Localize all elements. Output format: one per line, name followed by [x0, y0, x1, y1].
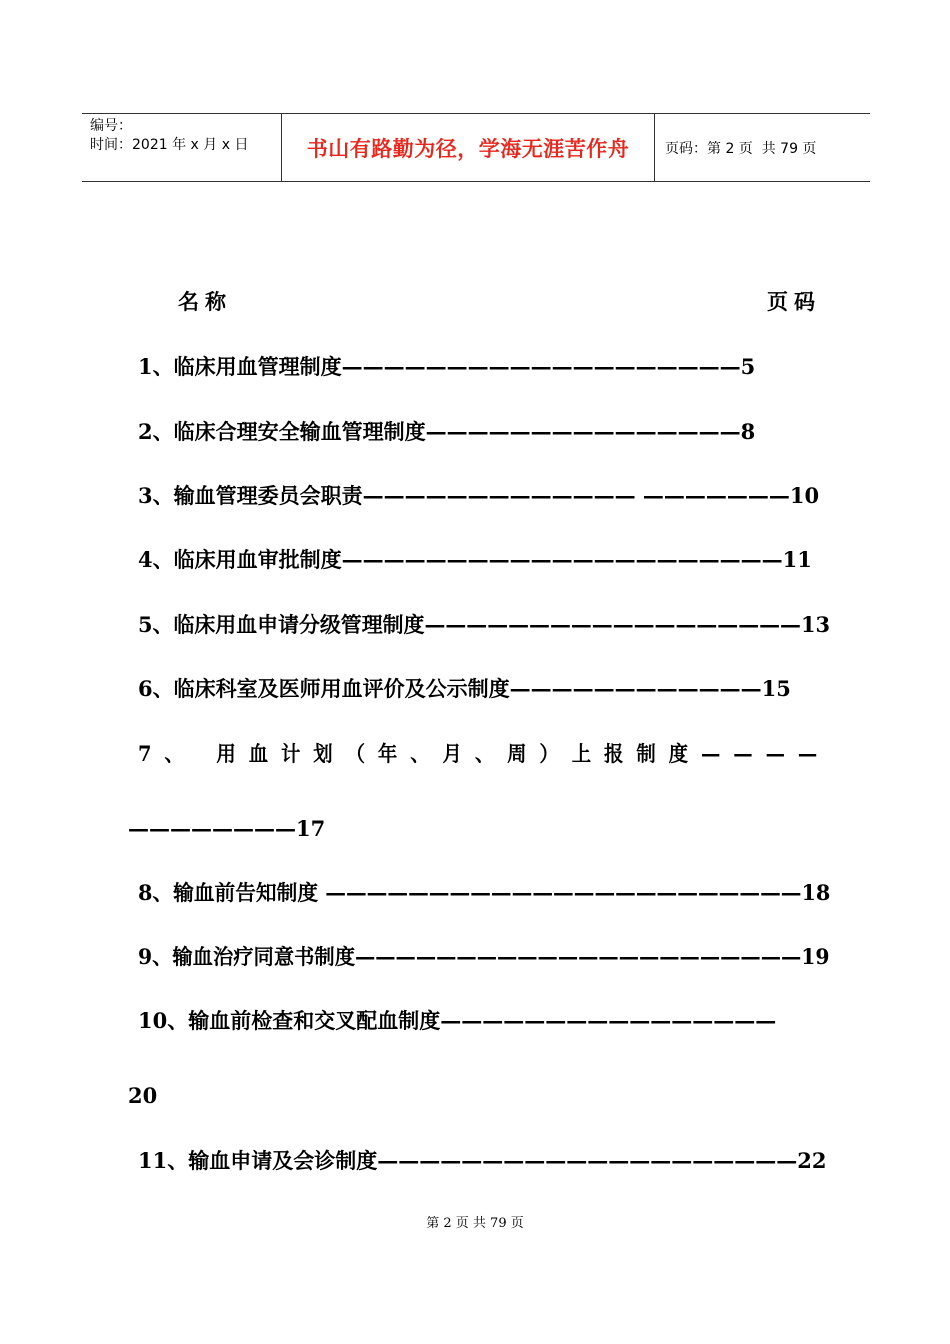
toc-item-7: 7、 用血计划（年、月、周）上报制度————	[138, 741, 831, 766]
toc-item-10: 10、输血前检查和交叉配血制度————————————————	[138, 1008, 777, 1033]
page-info-text: 页码：第 2 页 共 79 页	[665, 140, 817, 157]
toc-item-3: 3、输血管理委员会职责————————————— ———————10	[138, 483, 820, 508]
motto-text: 书山有路勤为径，学海无涯苦作舟	[306, 136, 630, 161]
toc-column-page: 页码	[767, 289, 821, 314]
page-footer: 第 2 页 共 79 页	[426, 1216, 524, 1231]
toc-item-10-continued: 20	[128, 1083, 158, 1108]
toc-column-name: 名称	[178, 289, 232, 314]
document-header	[82, 113, 870, 182]
code-label: 编号：	[90, 118, 132, 134]
toc-item-5: 5、临床用血申请分级管理制度——————————————————13	[138, 612, 831, 637]
header-meta	[82, 114, 281, 181]
toc-item-11: 11、输血申请及会诊制度————————————————————22	[138, 1148, 827, 1173]
time-label: 时间：2021 年 x 月 x 日	[90, 137, 249, 153]
toc-item-6: 6、临床科室及医师用血评价及公示制度————————————15	[138, 676, 791, 701]
toc-item-7-continued: ————————17	[128, 816, 326, 841]
toc-item-8: 8、输血前告知制度 ———————————————————————18	[138, 880, 831, 905]
toc-item-4: 4、临床用血审批制度—————————————————————11	[138, 547, 812, 572]
toc-item-1: 1、临床用血管理制度———————————————————5	[138, 354, 756, 379]
toc-item-2: 2、临床合理安全输血管理制度———————————————8	[138, 419, 756, 444]
toc-item-9: 9、输血治疗同意书制度——————————————————————19	[138, 944, 830, 969]
header-page-info	[655, 114, 870, 181]
header-motto	[281, 114, 655, 181]
